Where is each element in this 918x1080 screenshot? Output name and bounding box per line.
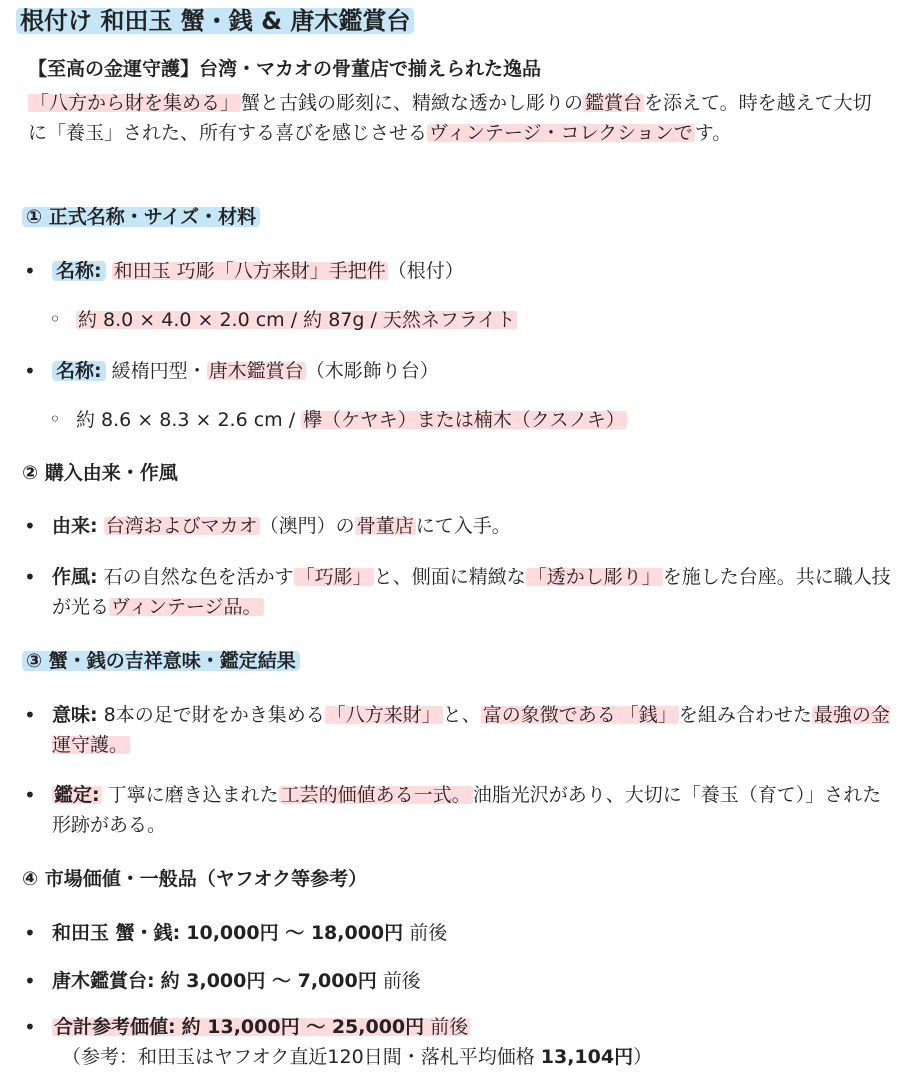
page-title <box>16 4 414 38</box>
sub-item-text: 欅（ケヤキ）または楠木（クスノキ） <box>303 409 625 431</box>
item-v5: 「銭」 <box>619 704 677 726</box>
section-heading-2-text: ② 購入由来・作風 <box>22 462 178 484</box>
item-suffix: 前後 <box>382 970 421 992</box>
section-heading-3-text: ③ 蟹・銭の吉祥意味・鑑定結果 <box>22 650 300 672</box>
intro-vintage: ヴィンテージ・コレクションで <box>429 122 693 144</box>
item-v3: 油脂光沢があり、大切に「養玉（育て）」された形跡がある。 <box>52 784 882 836</box>
list-item <box>52 356 900 386</box>
item-suffix: （木彫飾り台） <box>305 360 439 382</box>
note-close: ） <box>633 1046 653 1068</box>
item-suffix: 前後 <box>430 1016 469 1038</box>
item-v6: を組み合わせた <box>678 704 812 726</box>
item-label: 鑑定: <box>54 784 100 806</box>
item-v3: と、側面に精緻な <box>373 566 526 588</box>
item-v1: 石の自然な色を活かす <box>103 566 294 588</box>
intro-text-3: す。 <box>694 122 732 144</box>
note-text: （参考：和田玉はヤフオク直近120日間・落札平均価格 <box>62 1046 541 1068</box>
intro-heading: 【至高の金運守護】台湾・マカオの骨董店で揃えられた逸品 <box>28 58 542 80</box>
item-label: 名称: <box>52 260 106 282</box>
item-value: 唐木鑑賞台 <box>208 360 304 382</box>
item-value: 約 13,000円 〜 25,000円 <box>181 1016 425 1038</box>
sub-list-item <box>76 305 896 335</box>
item-label: 由来: <box>52 515 98 537</box>
section-heading-3 <box>22 646 300 676</box>
item-value: 和田玉 巧彫「八方来財」手把件 <box>113 260 386 282</box>
item-v3: 骨董店 <box>356 515 414 537</box>
list-item <box>52 1012 900 1042</box>
sub-item-text: 約 8.0 × 4.0 × 2.0 cm / 約 87g / 天然ネフライト <box>78 309 516 331</box>
intro-text-1: 蟹と古銭の彫刻に、精緻な透かし彫りの <box>241 92 584 114</box>
list-item <box>52 780 900 840</box>
section-heading-4 <box>22 864 367 894</box>
section-heading-1-text: ① 正式名称・サイズ・材料 <box>22 206 260 228</box>
intro-stand: 鑑賞台 <box>585 92 643 114</box>
section-heading-4-suffix: （ヤフオク等参考） <box>196 868 368 890</box>
note-value: 13,104円 <box>540 1046 634 1068</box>
item-v6: ヴィンテージ品。 <box>111 596 262 618</box>
list-item <box>52 511 900 541</box>
list-item <box>52 700 900 760</box>
intro-text-2: を添えて。時を越えて大切に「養玉」された、所有する喜びを感じさせる <box>28 92 872 144</box>
item-v2: （澳門）の <box>259 515 355 537</box>
sub-item-pre: 約 8.6 × 8.3 × 2.6 cm / <box>76 409 302 431</box>
item-label: 名称: <box>52 360 106 382</box>
item-v1: 8本の足で財をかき集める <box>103 704 325 726</box>
sub-list-item <box>76 405 896 435</box>
item-v7: 最強の金運守護。 <box>52 704 890 756</box>
section-heading-1 <box>22 202 260 232</box>
item-v1: 丁寧に磨き込まれた <box>107 784 279 806</box>
item-v4: 富の象徴である <box>482 704 616 726</box>
item-suffix: （根付） <box>387 260 464 282</box>
item-label: 作風: <box>52 566 98 588</box>
item-v3: と、 <box>442 704 481 726</box>
section-heading-2 <box>22 458 178 488</box>
item-v2: 「巧彫」 <box>295 566 372 588</box>
item-v5: を施した台座。共に職人技が光る <box>52 566 891 618</box>
item-v4: 「透かし彫り」 <box>527 566 661 588</box>
total-highlight <box>52 1016 470 1038</box>
item-suffix: 前後 <box>409 922 448 944</box>
intro-quote: 「八方から財を集める」 <box>30 92 240 114</box>
item-label: 唐木鑑賞台: <box>52 970 155 992</box>
item-v2: 工芸的価値ある一式。 <box>280 784 471 806</box>
reference-note <box>62 1042 652 1072</box>
intro-paragraph <box>28 88 888 148</box>
list-item <box>52 918 900 948</box>
item-v2: 「八方来財」 <box>326 704 441 726</box>
item-v4: にて入手。 <box>415 515 511 537</box>
section-heading-4-text: ④ 市場価値・一般品 <box>22 868 197 890</box>
item-label: 意味: <box>52 704 98 726</box>
item-value: 10,000円 〜 18,000円 <box>186 922 404 944</box>
item-value-pre: 緩楕円型・ <box>111 360 207 382</box>
item-label: 合計参考価値: <box>54 1016 176 1038</box>
list-item <box>52 562 900 622</box>
item-v1: 台湾およびマカオ <box>105 515 258 537</box>
item-value: 約 3,000円 〜 7,000円 <box>160 970 377 992</box>
title-text: 根付け 和田玉 蟹・銭 & 唐木鑑賞台 <box>16 7 414 35</box>
item-label: 和田玉 蟹・銭: <box>52 922 181 944</box>
list-item <box>52 966 900 996</box>
list-item <box>52 256 900 286</box>
